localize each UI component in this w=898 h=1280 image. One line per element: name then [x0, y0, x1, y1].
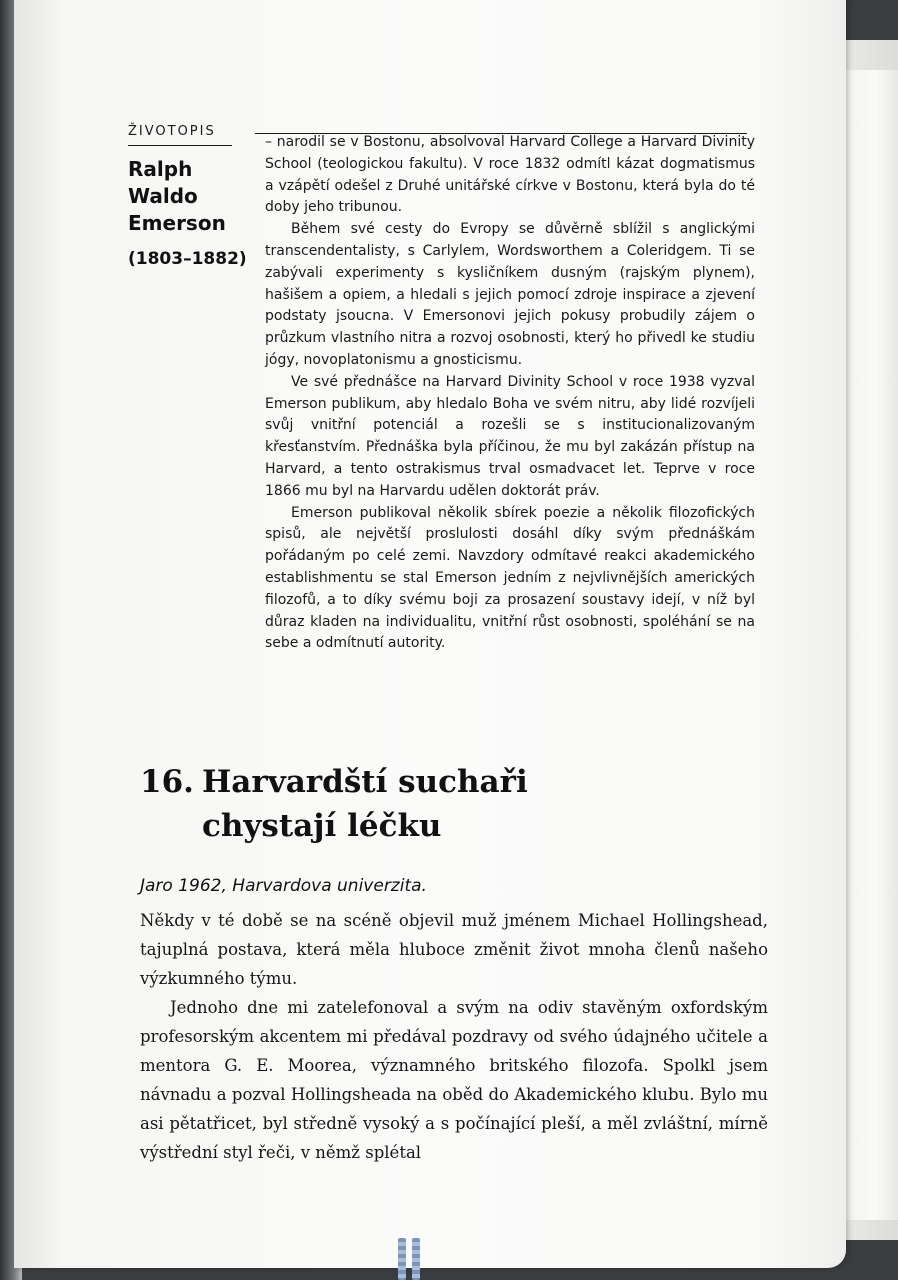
bookmark-ribbon [412, 1238, 420, 1280]
body-paragraph: Někdy v té době se na scéně objevil muž jménem Michael Hollingshead, tajuplná postava, která měla hluboce změnit život mnoha členů našeho výzkumného týmu. [140, 911, 768, 988]
bio-person-years: (1803–1882) [128, 249, 247, 269]
chapter-number: 16. [140, 764, 194, 800]
bio-label-rule [128, 145, 232, 146]
underlying-page-edge [840, 70, 898, 1220]
bio-paragraph: Během své cesty do Evropy se důvěrně sblížil s anglickými transcendentalisty, s Carlylem, Wordsworthem a Coleridgem. Ti se zabývali experimenty s kysličníkem dusným (rajským plynem), hašišem a opiem, a hledali s jejich pomocí zdroje inspirace a zjevení podstaty jsoucna. V Emersonovi jejich pokusy probudily zájem o průzkum vlastního nitra a rozvoj osobnosti, který ho přivedl ke studiu jógy, novoplatonismu a gnosticismu. [265, 221, 755, 368]
bio-paragraph: Emerson publikoval několik sbírek poezie a několik filozofických spisů, ale největší proslulosti dosáhl díky svým přednáškám pořádaným po celé zemi. Navzdory odmítavé reakci akademického establishmentu se stal Emerson jedním z nejvlivnějších amerických filozofů, a to díky svému boji za prosazení soustavy idejí, v níž byl důraz kladen na individualitu, vnitřní růst osobnosti, spoléhání se na sebe a odmítnutí autority. [265, 504, 755, 652]
bio-paragraph: – narodil se v Bostonu, absolvoval Harvard College a Harvard Divinity School (teologickou fakultu). V roce 1832 odmítl kázat dogmatismus a vzápětí odešel z Druhé unitářské církve v Bostonu, která byla do té doby jeho tribunou. [265, 134, 755, 216]
bio-paragraph: Ve své přednášce na Harvard Divinity School v roce 1938 vyzval Emerson publikum, aby hledalo Boha ve svém nitru, aby lidé rozvíjeli svůj vnitřní potenciál a rozešli se s institucionalizovaným křesťanstvím. Přednáška byla příčinou, že mu byl zakázán přístup na Harvard, a tento ostrakismus trval osmadvacet let. Teprve v roce 1866 mu byl na Harvardu udělen doktorát práv. [265, 373, 755, 499]
chapter-title: Harvardští suchaři chystají léčku [202, 764, 528, 844]
bio-person-name: Ralph Waldo Emerson [128, 157, 226, 235]
bio-text [265, 132, 755, 655]
body-paragraph: Jednoho dne mi zatelefonoval a svým na odiv stavěným oxfordským profesorským akcentem mi předával pozdravy od svého údajného učitele a mentora G. E. Moorea, významného britského filozofa. Spolkl jsem návnadu a pozval Hollingsheada na oběd do Akademického klubu. Bylo mu asi pětatřicet, byl středně vysoký a s počínající pleší, a měl zvláštní, mírně výstřední styl řeči, v němž splétal [140, 998, 768, 1162]
chapter-subtitle: Jaro 1962, Harvardova univerzita. [140, 876, 427, 896]
bookmark-ribbon [398, 1238, 406, 1280]
bio-label: ŽIVOTOPIS [128, 124, 216, 139]
chapter-body [140, 906, 768, 1167]
